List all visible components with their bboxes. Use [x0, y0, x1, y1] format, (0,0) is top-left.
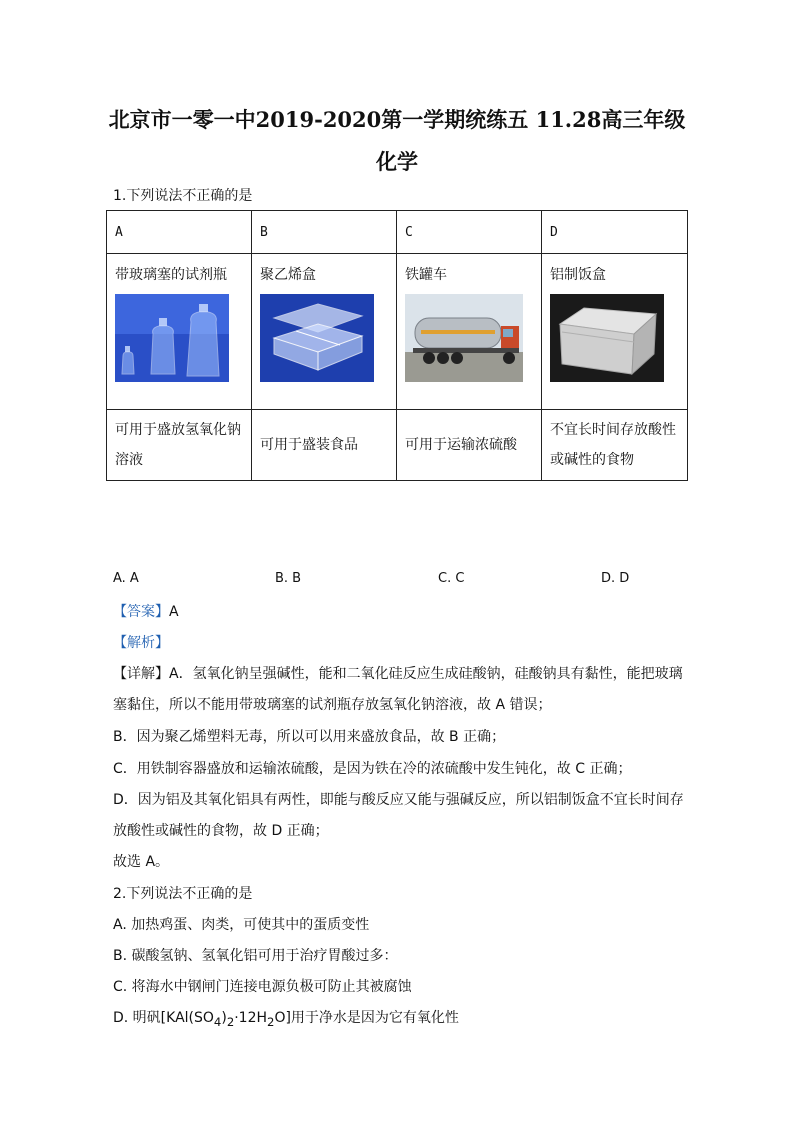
q2-d-mid1: )	[221, 1010, 227, 1026]
item-name-b: 聚乙烯盒	[260, 267, 316, 283]
col-letter-d: D	[542, 211, 688, 254]
q1-option-c: C. C	[438, 571, 465, 586]
aluminum-lunchbox-image	[550, 294, 664, 382]
q2-d-sub1: 4	[213, 1014, 222, 1029]
detail-d-line1: D．因为铝及其氧化铝具有两性，即能与酸反应又能与强碱反应，所以铝制饭盒不宜长时间存	[113, 792, 684, 808]
cell-c-item	[397, 254, 542, 410]
glass-bottles-image	[115, 294, 229, 382]
answer-value: A	[169, 604, 179, 620]
use-b: 可用于盛装食品	[252, 410, 397, 481]
col-letter-b: B	[252, 211, 397, 254]
q1-option-b: B. B	[275, 571, 302, 586]
subject-title: 化学	[376, 149, 418, 174]
q2-option-d	[113, 1008, 459, 1032]
q1-option-a: A. A	[113, 571, 139, 586]
use-c: 可用于运输浓硫酸	[397, 410, 542, 481]
q2-option-b: B. 碳酸氢钠、氢氧化铝可用于治疗胃酸过多：	[113, 948, 398, 964]
col-letter-a: A	[107, 211, 252, 254]
use-d: 不宜长时间存放酸性或碱性的食物	[542, 410, 688, 481]
answer-tag: 【答案】	[113, 604, 169, 620]
item-name-c: 铁罐车	[405, 267, 447, 283]
q2-d-suffix: O]用于净水是因为它有氧化性	[274, 1010, 459, 1026]
q1-table	[106, 210, 688, 481]
use-a: 可用于盛放氢氧化钠溶液	[107, 410, 252, 481]
q2-option-a: A. 加热鸡蛋、肉类，可使其中的蛋质变性	[113, 917, 370, 933]
q1-option-d: D. D	[601, 571, 630, 586]
q2-d-sub2: 2	[226, 1014, 235, 1029]
detail-c-line: C．用铁制容器盛放和运输浓硫酸，是因为铁在冷的浓硫酸中发生钝化，故 C 正确；	[113, 761, 632, 777]
q2-d-mid2: ·12H	[234, 1010, 268, 1026]
q2-stem: 2.下列说法不正确的是	[113, 886, 253, 902]
col-letter-c: C	[397, 211, 542, 254]
detail-d-line2: 放酸性或碱性的食物，故 D 正确；	[113, 823, 329, 839]
cell-b-item	[252, 254, 397, 410]
detail-a-text1: A．氢氧化钠呈强碱性，能和二氧化硅反应生成硅酸钠，硅酸钠具有黏性，能把玻璃	[169, 666, 683, 682]
item-name-d: 铝制饭盒	[550, 267, 606, 283]
page-title: 北京市一零一中2019-2020第一学期统练五 11.28高三年级	[108, 107, 686, 132]
detail-a-line1	[113, 664, 683, 684]
cell-d-item	[542, 254, 688, 410]
detail-a-line2: 塞黏住，所以不能用带玻璃塞的试剂瓶存放氢氧化钠溶液，故 A 错误；	[113, 697, 552, 713]
q2-d-prefix: D. 明矾[KAl(SO	[113, 1010, 214, 1026]
q1-stem: 1.下列说法不正确的是	[113, 188, 253, 204]
detail-tag: 【详解】	[113, 666, 169, 682]
analysis-tag: 【解析】	[113, 635, 169, 651]
q2-option-c: C. 将海水中钢闸门连接电源负极可防止其被腐蚀	[113, 979, 412, 995]
plastic-box-image	[260, 294, 374, 382]
item-name-a: 带玻璃塞的试剂瓶	[115, 267, 227, 283]
detail-b-line: B．因为聚乙烯塑料无毒，所以可以用来盛放食品，故 B 正确；	[113, 729, 506, 745]
cell-a-item	[107, 254, 252, 410]
q2-d-sub3: 2	[267, 1014, 275, 1029]
tank-truck-image	[405, 294, 523, 382]
conclusion-line: 故选 A。	[113, 854, 170, 870]
answer-line	[113, 602, 179, 622]
